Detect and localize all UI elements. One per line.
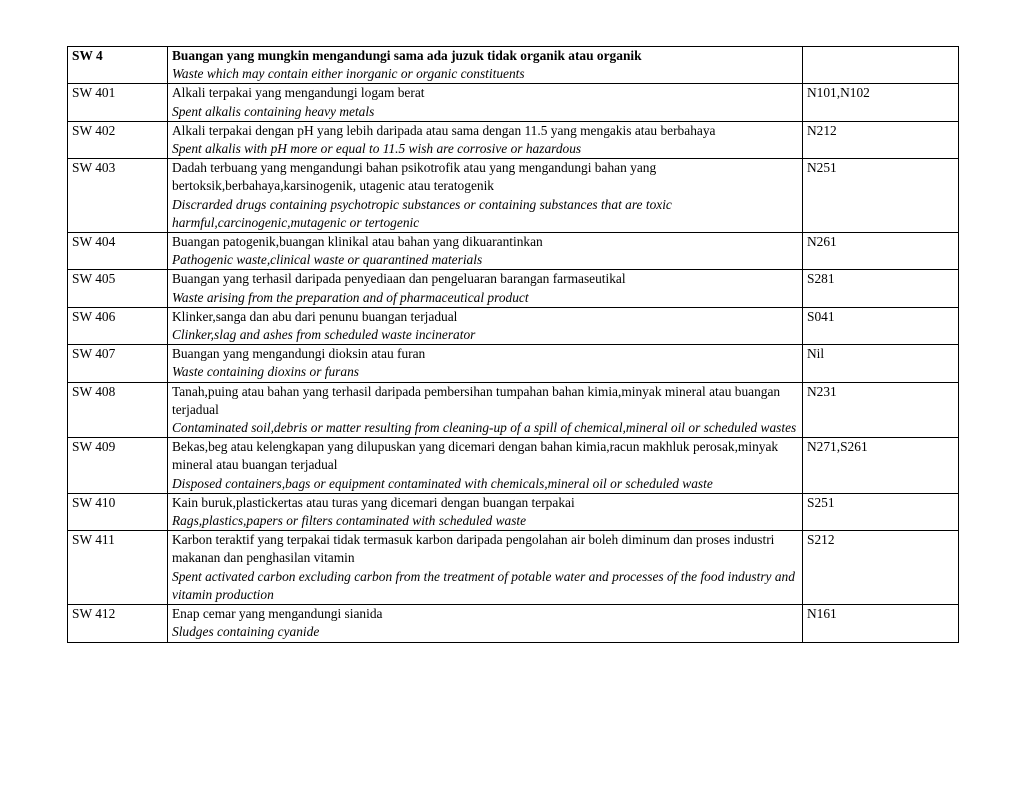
description-english: Waste which may contain either inorganic or organic constituents [172,66,525,82]
table-row [68,493,959,530]
scheduled-waste-table [67,46,959,643]
description-malay: Enap cemar yang mengandungi sianida [172,606,383,622]
waste-code: SW 407 [68,345,168,382]
reference-code: N161 [803,605,959,642]
description-malay: Buangan patogenik,buangan klinikal atau bahan yang dikuarantinkan [172,234,543,250]
waste-code: SW 401 [68,84,168,121]
reference-code: N101,N102 [803,84,959,121]
waste-description [168,531,803,605]
table-row [68,345,959,382]
reference-code: S041 [803,307,959,344]
table-row [68,605,959,642]
waste-description [168,233,803,270]
description-english: Rags,plastics,papers or filters contaminated with scheduled waste [172,513,527,529]
description-malay: Alkali terpakai dengan pH yang lebih daripada atau sama dengan 11.5 yang mengakis atau berbahaya [172,122,716,138]
table-row [68,382,959,438]
table-row [68,84,959,121]
reference-code: S212 [803,531,959,605]
table-row [68,121,959,158]
description-malay: Klinker,sanga dan abu dari penunu buangan terjadual [172,308,458,324]
description-english: Pathogenic waste,clinical waste or quarantined materials [172,252,483,268]
waste-description [168,382,803,438]
table-row [68,438,959,494]
table-row [68,270,959,307]
description-malay: Kain buruk,plastickertas atau turas yang dicemari dengan buangan terpakai [172,494,575,510]
reference-code: S251 [803,493,959,530]
reference-code: Nil [803,345,959,382]
table-row [68,159,959,233]
waste-description [168,121,803,158]
reference-code: N251 [803,159,959,233]
description-english: Clinker,slag and ashes from scheduled waste incinerator [172,327,476,343]
waste-description [168,307,803,344]
description-malay: Buangan yang mungkin mengandungi sama ada juzuk tidak organik atau organik [172,48,642,63]
reference-code: N271,S261 [803,438,959,494]
waste-code: SW 404 [68,233,168,270]
description-english: Waste containing dioxins or furans [172,364,359,380]
waste-code: SW 406 [68,307,168,344]
description-english: Contaminated soil,debris or matter resulting from cleaning-up of a spill of chemical,mineral oil or scheduled wastes [172,420,797,436]
waste-description [168,493,803,530]
waste-code: SW 411 [68,531,168,605]
table-row [68,47,959,84]
waste-description [168,605,803,642]
reference-code: N231 [803,382,959,438]
description-malay: Dadah terbuang yang mengandungi bahan psikotrofik atau yang mengandungi bahan yang bertoksik,berbahaya,karsinogenik, utagenic atau teratogenik [172,160,657,194]
waste-description [168,270,803,307]
table-row [68,531,959,605]
description-english: Spent activated carbon excluding carbon from the treatment of potable water and processes of the food industry and vitamin production [172,568,795,602]
table-row [68,233,959,270]
reference-code: N261 [803,233,959,270]
description-malay: Buangan yang terhasil daripada penyediaan dan pengeluaran barangan farmaseutikal [172,271,626,287]
waste-code: SW 412 [68,605,168,642]
description-english: Sludges containing cyanide [172,624,320,640]
description-malay: Alkali terpakai yang mengandungi logam berat [172,85,425,101]
reference-code [803,47,959,84]
description-english: Waste arising from the preparation and of pharmaceutical product [172,289,529,305]
waste-code: SW 409 [68,438,168,494]
description-malay: Tanah,puing atau bahan yang terhasil daripada pembersihan tumpahan bahan kimia,minyak mineral atau buangan terjadual [172,383,781,417]
reference-code: N212 [803,121,959,158]
description-malay: Bekas,beg atau kelengkapan yang dilupuskan yang dicemari dengan bahan kimia,racun makhluk perosak,minyak mineral atau buangan terjadual [172,439,779,473]
description-english: Spent alkalis with pH more or equal to 11.5 wish are corrosive or hazardous [172,141,582,157]
waste-description [168,47,803,84]
waste-code: SW 410 [68,493,168,530]
waste-code: SW 403 [68,159,168,233]
reference-code: S281 [803,270,959,307]
description-malay: Karbon teraktif yang terpakai tidak termasuk karbon daripada pengolahan air boleh diminum dan proses industri makanan dan penghasilan vitamin [172,532,775,566]
description-english: Disposed containers,bags or equipment contaminated with chemicals,mineral oil or scheduled waste [172,475,713,491]
table-row [68,307,959,344]
description-malay: Buangan yang mengandungi dioksin atau furan [172,346,426,362]
waste-description [168,345,803,382]
waste-code: SW 4 [68,47,168,84]
waste-code: SW 402 [68,121,168,158]
waste-description [168,84,803,121]
waste-description [168,438,803,494]
description-english: Discrarded drugs containing psychotropic substances or containing substances that are toxic harmful,carcinogenic,mutagenic or tertogenic [172,196,672,230]
waste-code: SW 408 [68,382,168,438]
waste-code: SW 405 [68,270,168,307]
waste-description [168,159,803,233]
description-english: Spent alkalis containing heavy metals [172,103,375,119]
